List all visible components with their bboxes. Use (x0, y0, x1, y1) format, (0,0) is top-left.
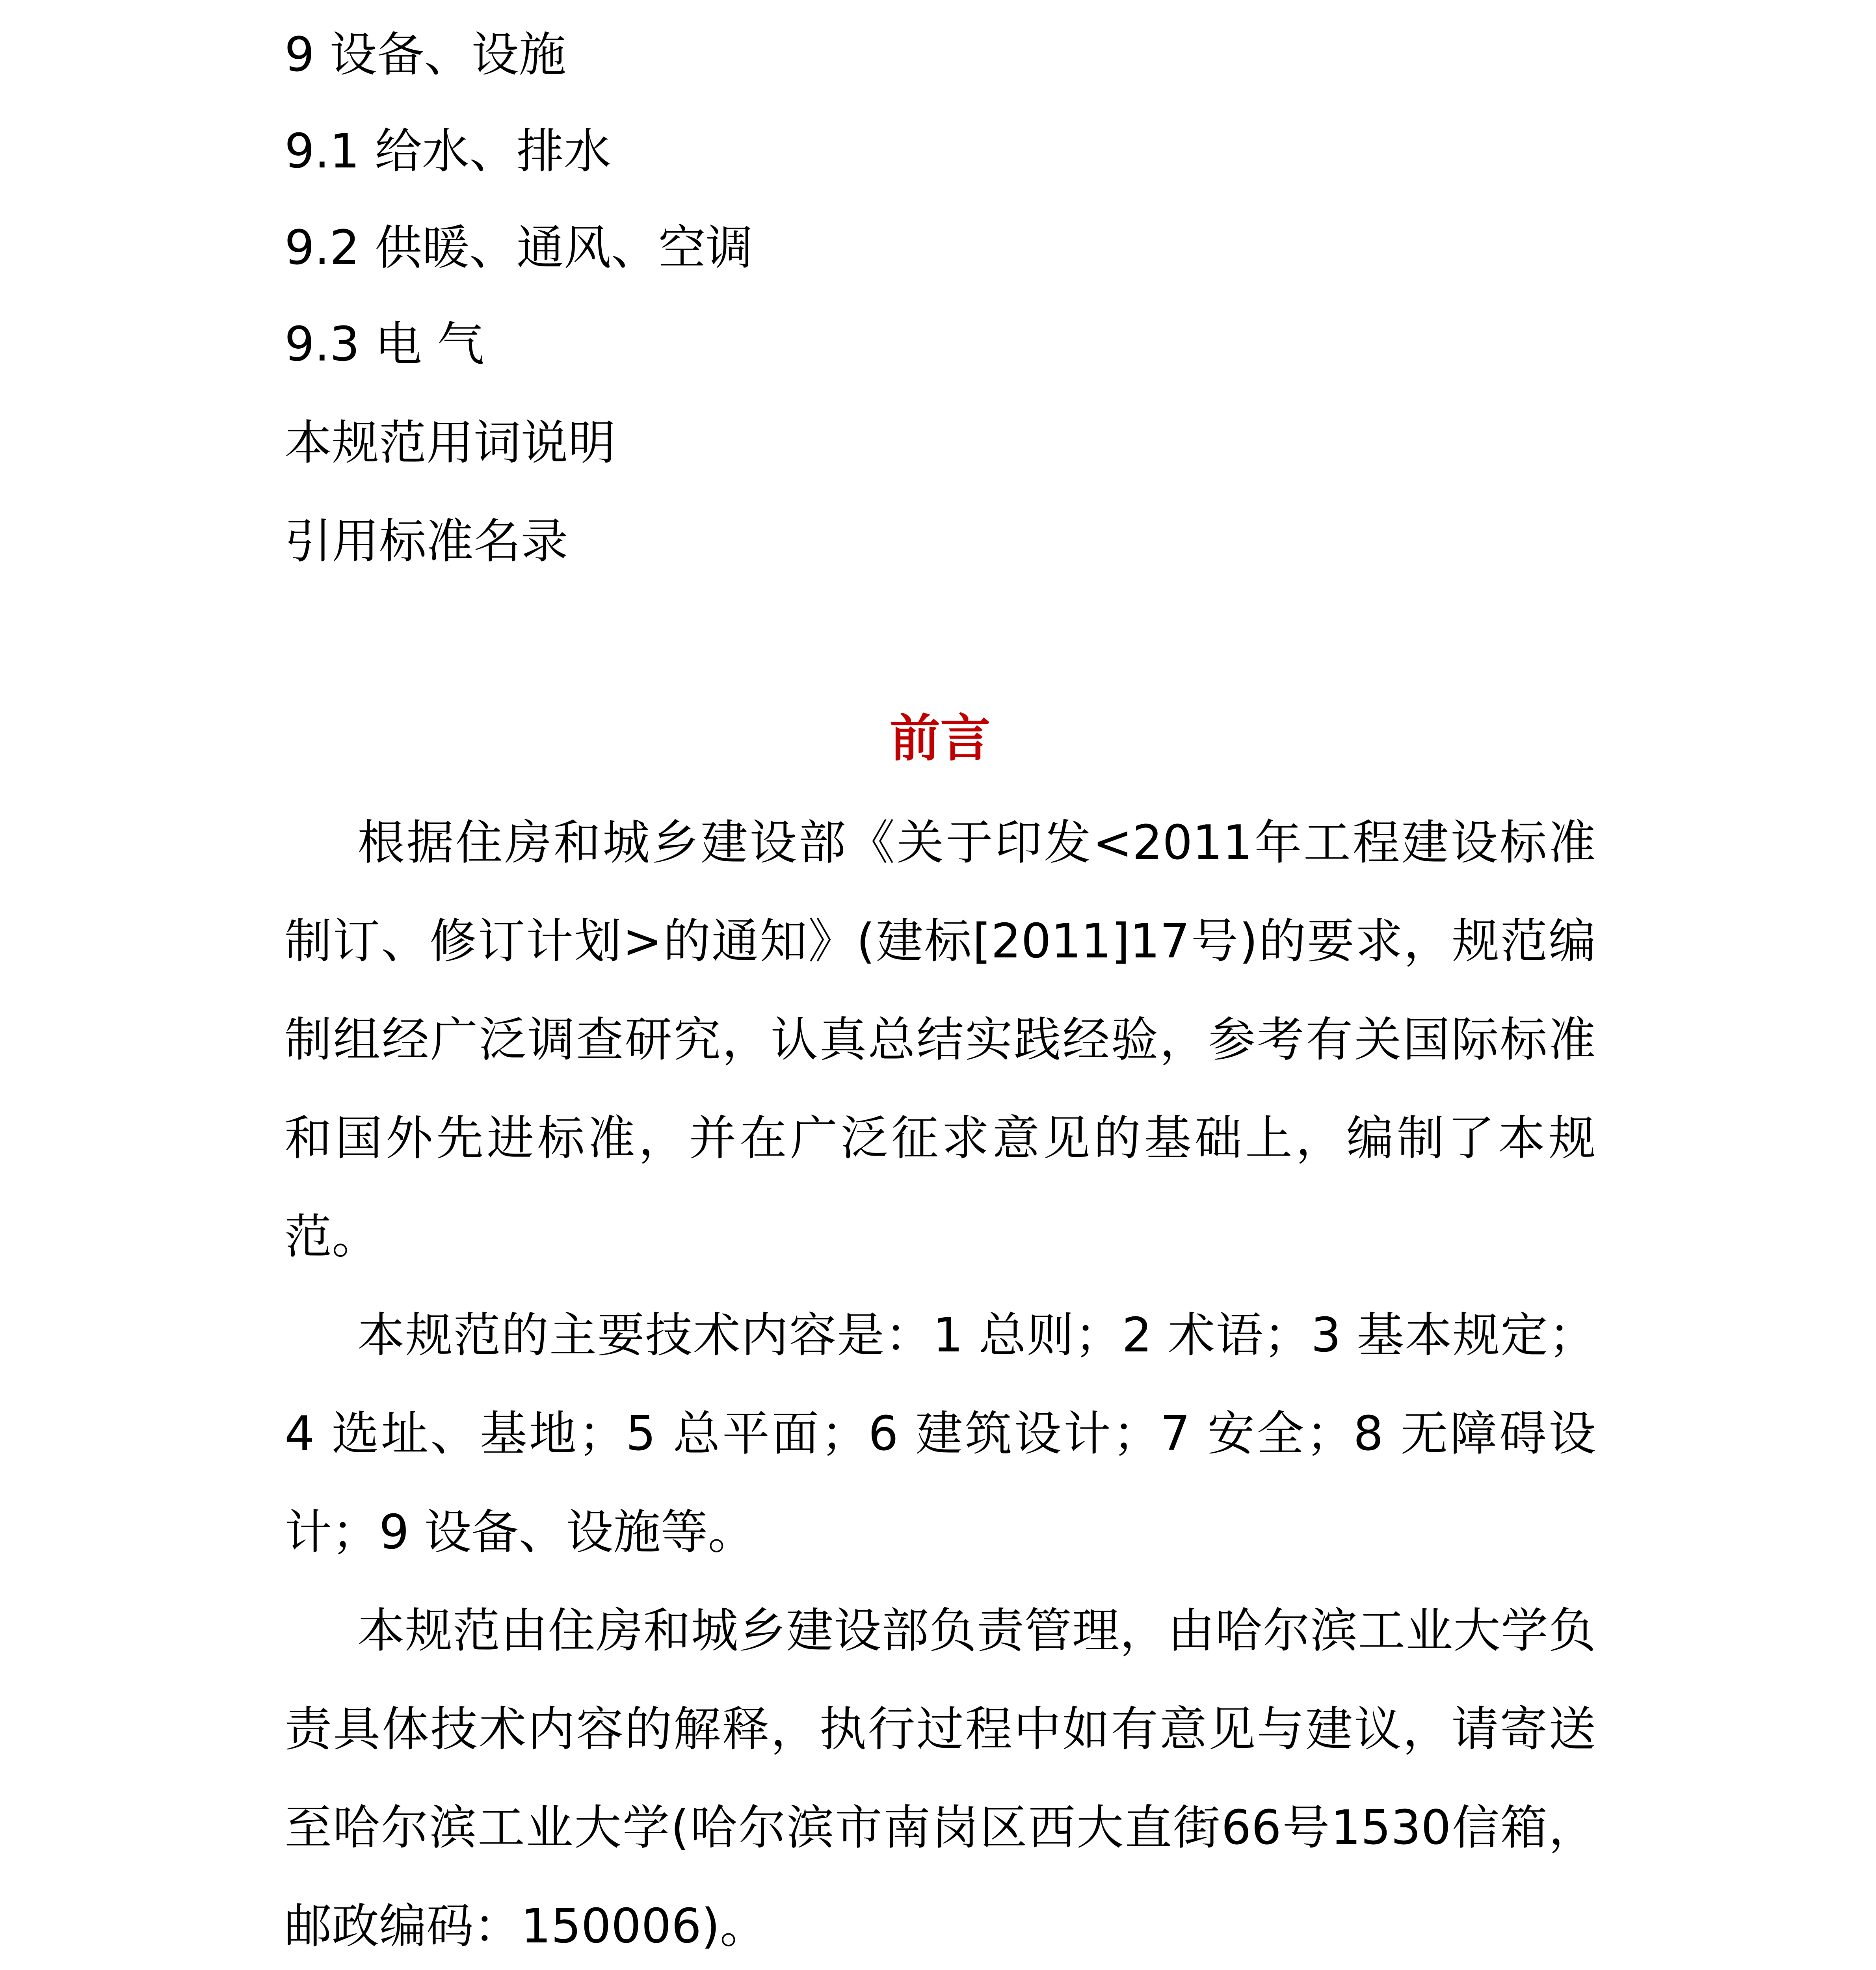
toc-item-9: 9 设备、设施 (284, 28, 566, 82)
toc-item-referenced-standards: 引用标准名录 (284, 514, 568, 569)
preface-paragraph-3: 本规范由住房和城乡建设部负责管理，由哈尔滨工业大学负责具体技术内容的解释，执行过程中如有意见与建议，请寄送至哈尔滨工业大学(哈尔滨市南岗区西大直街66号1530信箱，邮政编码：150006)。 (284, 1604, 1596, 1954)
preface-title: 前言 (889, 709, 991, 768)
preface-paragraph-1: 根据住房和城乡建设部《关于印发<2011年工程建设标准制订、修订计划>的通知》(建标[2011]17号)的要求，规范编制组经广泛调查研究，认真总结实践经验，参考有关国际标准和国外先进标准，并在广泛征求意见的基础上，编制了本规范。 (284, 816, 1596, 1264)
toc-item-9-3: 9.3 电 气 (284, 317, 485, 372)
toc-item-terms-explanation: 本规范用词说明 (284, 416, 615, 470)
preface-paragraph-2: 本规范的主要技术内容是：1 总则；2 术语；3 基本规定；4 选址、基地；5 总平面；6 建筑设计；7 安全；8 无障碍设计；9 设备、设施等。 (284, 1308, 1596, 1560)
toc-item-9-2: 9.2 供暖、通风、空调 (284, 221, 753, 275)
toc-item-9-1: 9.1 给水、排水 (284, 124, 611, 179)
